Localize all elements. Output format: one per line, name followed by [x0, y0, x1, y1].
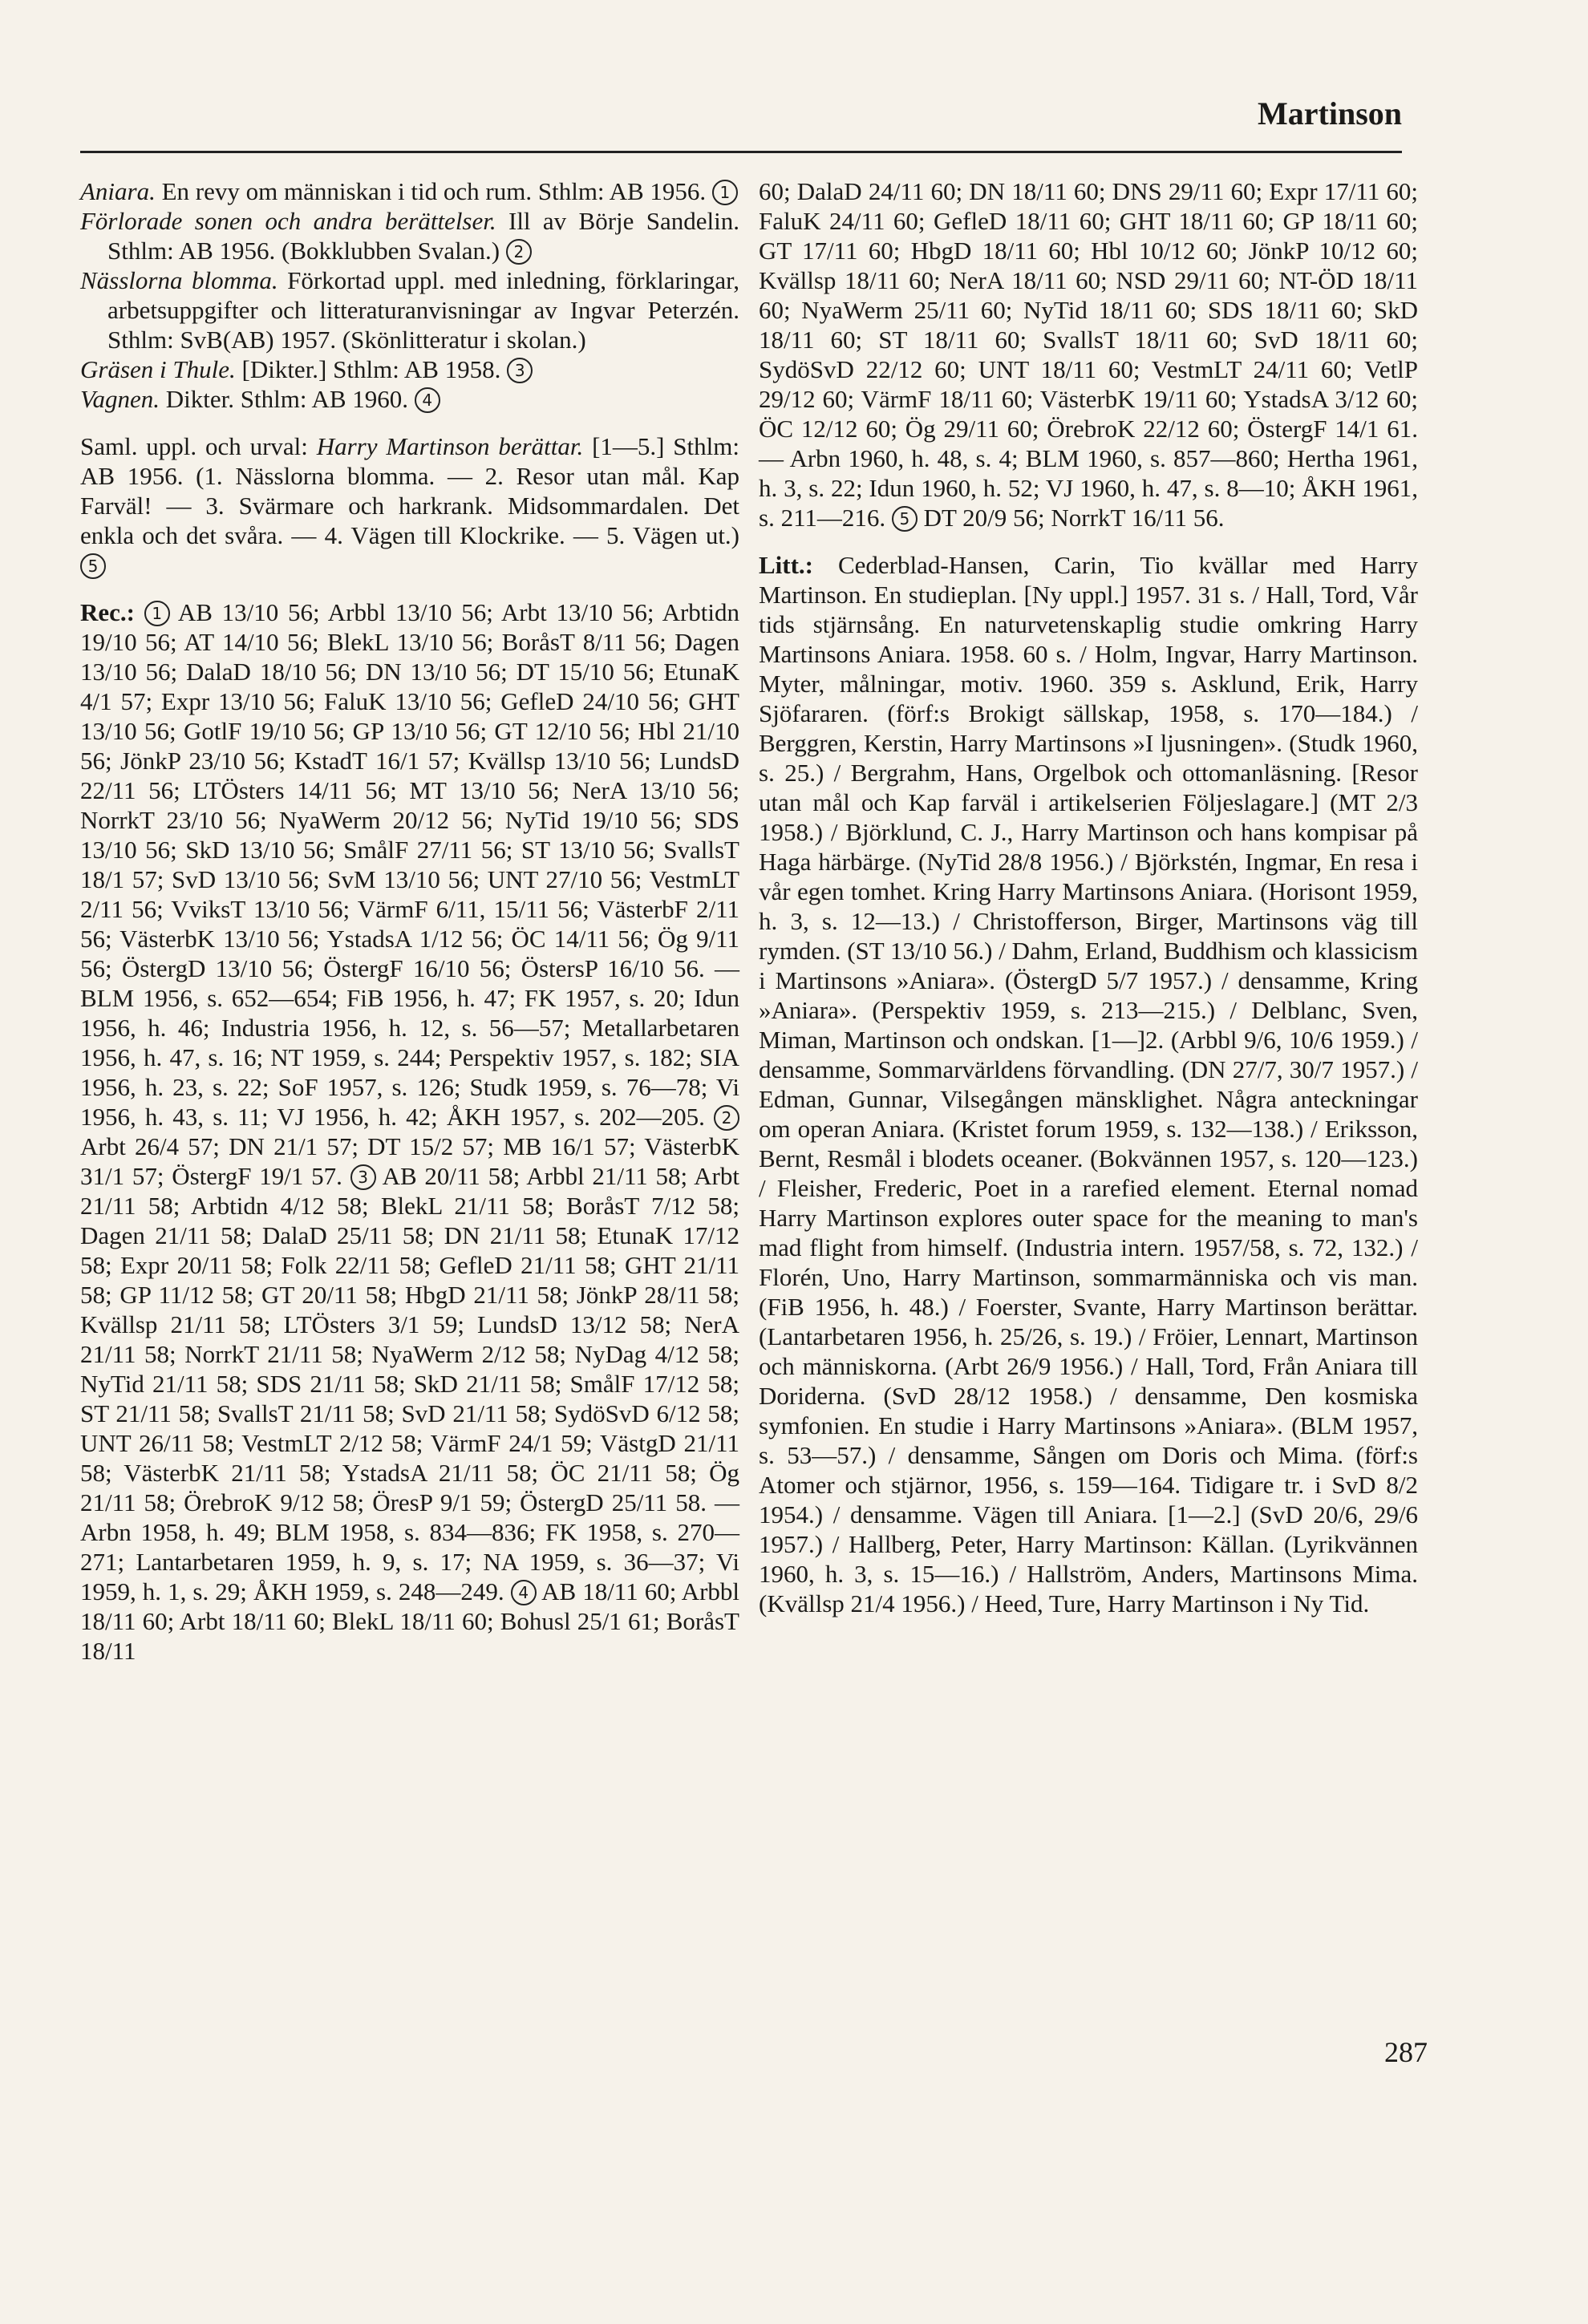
work-title: Förlorade sonen och andra berättelser. [80, 207, 496, 235]
rec-text: AB 18/11 60; Arbbl 18/11 60; Arbt 18/11 60; BlekL 18/11 60; Bohusl 25/1 61; BoråsT 18/11 [80, 1577, 740, 1665]
work-title: Nässlorna blomma. [80, 266, 278, 294]
paragraph-gap [80, 414, 739, 431]
left-column [80, 176, 739, 1666]
circled-number-icon: 1 [144, 601, 170, 626]
rec-text: AB 13/10 56; Arbbl 13/10 56; Arbt 13/10 56; Arbtidn 19/10 56; AT 14/10 56; BlekL 13/10 56; BoråsT 8/11 56; Dagen 13/10 56; DalaD 18/10 56; DN 13/10 56; DT 15/10 56; EtunaK 4/1 57; Expr 13/10 56; FaluK 13/10 56; GefleD 24/10 56; GHT 13/10 56; GotlF 19/10 56; GP 13/10 56; GT 12/10 56; Hbl 21/10 56; JönkP 23/10 56; KstadT 16/1 57; Kvällsp 13/10 56; LundsD 22/11 56; LTÖsters 14/11 56; MT 13/10 56; NerA 13/10 56; NorrkT 23/10 56; NyaWerm 20/12 56; NyTid 19/10 56; SDS 13/10 56; SkD 13/10 56; SmålF 27/11 56; ST 13/10 56; SvallsT 18/1 57; SvD 13/10 56; SvM 13/10 56; UNT 27/10 56; VestmLT 2/11 56; VviksT 13/10 56; VärmF 6/11, 15/11 56; VästerbF 2/11 56; VästerbK 13/10 56; YstadsA 1/12 56; ÖC 14/11 56; Ög 9/11 56; ÖstergD 13/10 56; ÖstergF 16/10 56; ÖstersP 16/10 56. — BLM 1956, s. 652—654; FiB 1956, h. 47; FK 1957, s. 20; Idun 1956, h. 46; Industria 1956, h. 12, s. 56—57; Metallarbetaren 1956, h. 47, s. 16; NT 1959, s. 244; Perspektiv 1957, s. 182; SIA 1956, h. 23, s. 22; SoF 1957, s. 126; Studk 1959, s. 76—78; Vi 1956, h. 43, s. 11; VJ 1956, h. 42; ÅKH 1957, s. 202—205. [80, 598, 740, 1131]
saml-title: Harry Martinson berättar. [316, 432, 584, 460]
work-title: Vagnen. [80, 385, 160, 413]
header-rule [80, 151, 1402, 153]
litt-text: Cederblad-Hansen, Carin, Tio kvällar med Harry Martinson. En studieplan. [Ny uppl.] 1957. 31 s. / Hall, Tord, Vår tids stjärnsång. En naturvetenskaplig studie omkring Harry Martinsons Aniara. 1958. 60 s. / Holm, Ingvar, Harry Martinson. Myter, målningar, motiv. 1960. 359 s. Asklund, Erik, Harry Sjöfararen. (förf:s Brokigt sällskap, 1958, s. 170—184.) / Berggren, Kerstin, Harry Martinsons »I ljusningen». (Studk 1960, s. 25.) / Bergrahm, Hans, Orgelbok och ottomanläsning. [Resor utan mål och Kap farväl i artikelserien Följeslagare.] (MT 2/3 1958.) / Björklund, C. J., Harry Martinson och hans kompisar på Haga härbärge. (NyTid 28/8 1956.) / Björkstén, Ingmar, En resa i vår egen tomhet. Kring Harry Martinsons Aniara. (Horisont 1959, h. 3, s. 12—13.) / Christofferson, Birger, Martinsons väg till rymden. (ST 13/10 56.) / Dahm, Erland, Buddhism och klassicism i Martinsons »Aniara». (ÖstergD 5/7 1957.) / densamme, Kring »Aniara». (Perspektiv 1959, s. 213—215.) / Delblanc, Sven, Miman, Martinson och ondskan. [1—]2. (Arbbl 9/6, 10/6 1959.) / densamme, Sommarvärldens förvandling. (DN 27/7, 30/7 1957.) / Edman, Gunnar, Vilsegången mänsklighet. Några anteckningar om operan Aniara. (Kristet forum 1959, s. 132—138.) / Eriksson, Bernt, Resmål i blodets oceaner. (Bokvännen 1957, s. 120—123.) / Fleisher, Frederic, Poet in a rarefied element. Eternal nomad Harry Martinson explores outer space for the meaning to man's mad flight from himself. (Industria intern. 1957/58, s. 72, 132.) / Florén, Uno, Harry Martinson, sommarmänniska och vis man. (FiB 1956, h. 48.) / Foerster, Svante, Harry Martinson berättar. (Lantarbetaren 1956, h. 25/26, s. 19.) / Fröier, Lennart, Martinson och människorna. (Arbt 26/9 1956.) / Hall, Tord, Från Aniara till Doriderna. (SvD 28/12 1958.) / densamme, Den kosmiska symfonien. En studie i Harry Martinsons »Aniara». (BLM 1957, s. 53—57.) / densamme, Sången om Doris och Mima. (förf:s Atomer och stjärnor, 1956, s. 159—164. Tidigare tr. i SvD 8/2 1954.) / densamme. Vägen till Aniara. [1—2.] (SvD 20/6, 29/6 1957.) / Hallberg, Peter, Harry Martinson: Källan. (Lyrikvännen 1960, h. 3, s. 15—16.) / Hallström, Anders, Martinsons Mima. (Kvällsp 21/4 1956.) / Heed, Ture, Harry Martinson i Ny Tid. [759, 551, 1418, 1617]
paragraph-gap [759, 532, 1418, 550]
rec-text: DT 20/9 56; NorrkT 16/11 56. [917, 504, 1225, 532]
rec-label: Rec.: [80, 598, 135, 626]
work-title: Gräsen i Thule. [80, 355, 236, 383]
work-entry [80, 206, 739, 265]
work-text: Ill av Börje Sandelin. Sthlm: AB 1956. (Bokklubben Svalan.) [107, 207, 739, 265]
paragraph-gap [80, 580, 739, 597]
litt-paragraph [759, 550, 1418, 1618]
circled-number-icon: 3 [507, 358, 533, 383]
work-entry [80, 176, 739, 206]
work-title: Aniara. [80, 177, 156, 205]
work-entry [80, 265, 739, 354]
rec-text: 60; DalaD 24/11 60; DN 18/11 60; DNS 29/11 60; Expr 17/11 60; FaluK 24/11 60; GefleD 18/11 60; GHT 18/11 60; GP 18/11 60; GT 17/11 60; HbgD 18/11 60; Hbl 10/12 60; JönkP 10/12 60; Kvällsp 18/11 60; NerA 18/11 60; NSD 29/11 60; NT-ÖD 18/11 60; NyaWerm 25/11 60; NyTid 18/11 60; SDS 18/11 60; SkD 18/11 60; ST 18/11 60; SvallsT 18/11 60; SvD 18/11 60; SydöSvD 22/12 60; UNT 18/11 60; VestmLT 24/11 60; VetlP 29/12 60; VärmF 18/11 60; VästerbK 19/11 60; YstadsA 3/12 60; ÖC 12/12 60; Ög 29/11 60; ÖrebroK 22/12 60; ÖstergF 14/1 61. — Arbn 1960, h. 48, s. 4; BLM 1960, s. 857—860; Hertha 1961, h. 3, s. 22; Idun 1960, h. 52; VJ 1960, h. 47, s. 8—10; ÅKH 1961, s. 211—216. [759, 177, 1418, 532]
work-text: Förkortad uppl. med inledning, förklaringar, arbetsuppgifter och litteraturanvisningar av Ingvar Peterzén. Sthlm: SvB(AB) 1957. (Skönlitteratur i skolan.) [107, 266, 739, 354]
circled-number-icon: 5 [80, 553, 106, 579]
right-column [759, 176, 1418, 1618]
rec-text: AB 20/11 58; Arbbl 21/11 58; Arbt 21/11 58; Arbtidn 4/12 58; BlekL 21/11 58; BoråsT 7/12 58; Dagen 21/11 58; DalaD 25/11 58; DN 21/11 58; EtunaK 17/12 58; Expr 20/11 58; Folk 22/11 58; GefleD 21/11 58; GHT 21/11 58; GP 11/12 58; GT 20/11 58; HbgD 21/11 58; JönkP 28/11 58; Kvällsp 21/11 58; LTÖsters 3/1 59; LundsD 13/12 58; NerA 21/11 58; NorrkT 21/11 58; NyaWerm 2/12 58; NyDag 4/12 58; NyTid 21/11 58; SDS 21/11 58; SkD 21/11 58; SmålF 17/12 58; ST 21/11 58; SvallsT 21/11 58; SvD 21/11 58; SydöSvD 6/12 58; UNT 26/11 58; VestmLT 2/12 58; VärmF 24/1 59; VästgD 21/11 58; VästerbK 21/11 58; YstadsA 21/11 58; ÖC 21/11 58; Ög 21/11 58; ÖrebroK 9/12 58; ÖresP 9/1 59; ÖstergD 25/11 58. — Arbn 1958, h. 49; BLM 1958, s. 834—836; FK 1958, s. 270—271; Lantarbetaren 1959, h. 9, s. 17; NA 1959, s. 36—37; Vi 1959, h. 1, s. 29; ÅKH 1959, s. 248—249. [80, 1162, 739, 1605]
circled-number-icon: 1 [712, 180, 738, 205]
page-number: 287 [1384, 2036, 1428, 2068]
circled-number-icon: 4 [511, 1580, 537, 1605]
circled-number-icon: 4 [415, 387, 440, 413]
work-text: Dikter. Sthlm: AB 1960. [160, 385, 409, 413]
circled-number-icon: 5 [892, 506, 918, 532]
work-text: En revy om människan i tid och rum. Sthlm: AB 1956. [155, 177, 707, 205]
work-entry [80, 354, 739, 384]
header-title: Martinson [1258, 95, 1402, 132]
work-entry [80, 384, 739, 414]
saml-text: [1—5.] Sthlm: AB 1956. (1. Nässlorna blomma. — 2. Resor utan mål. Kap Farväl! — 3. Svärmare och harkrank. Midsommardalen. Det enkla och det svåra. — 4. Vägen till Klockrike. — 5. Vägen ut.) [80, 432, 739, 549]
circled-number-icon: 2 [714, 1105, 739, 1131]
rec-continuation [759, 176, 1418, 532]
saml-paragraph [80, 431, 739, 580]
circled-number-icon: 3 [350, 1164, 376, 1190]
saml-prefix: Saml. uppl. och urval: [80, 432, 317, 460]
circled-number-icon: 2 [506, 239, 532, 265]
rec-text: Arbt 26/4 57; DN 21/1 57; DT 15/2 57; MB 16/1 57; VästerbK 31/1 57; ÖstergF 19/1 57. [80, 1132, 739, 1190]
work-text: [Dikter.] Sthlm: AB 1958. [235, 355, 501, 383]
litt-label: Litt.: [759, 551, 814, 579]
rec-paragraph [80, 597, 739, 1666]
